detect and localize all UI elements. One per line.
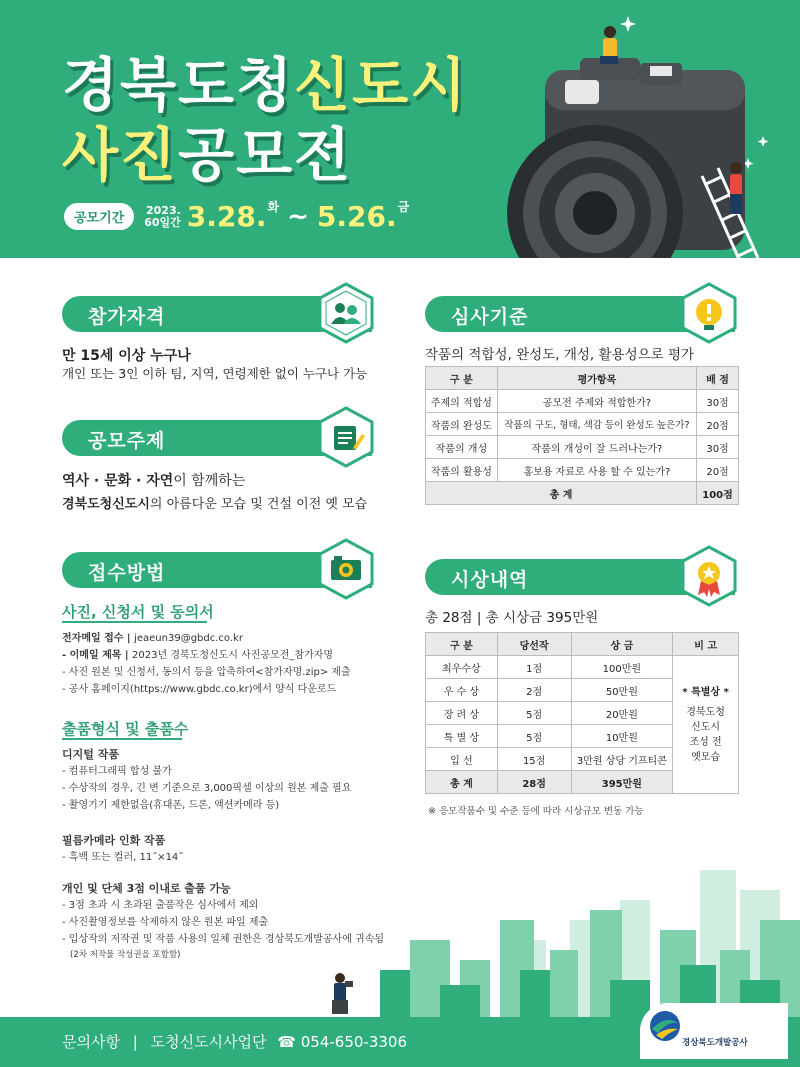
- table-total-row: 총 계 28점 395만원: [426, 771, 739, 794]
- email-link[interactable]: jeaeun39@gbdc.co.kr: [134, 633, 243, 644]
- table-header: 구 분: [426, 367, 498, 390]
- photographer-figure: [332, 973, 353, 1014]
- limit-section: 개인 및 단체 3점 이내로 출품 가능 - 3점 초과 시 초과된 출품작은 심사에서 제외 - 사진촬영정보를 삭제하지 않은 원본 파일 제출 - 입상작의 저작권 및 작품 사용의 일체 권한은 경상북도개발공사에 귀속됨 (2차 저작물 작성권을 포함함): [62, 882, 385, 960]
- table-total-row: 총 계 100점: [426, 482, 739, 505]
- table-header: 구 분: [426, 633, 498, 656]
- table-row: 작품의 완성도 작품의 구도, 형태, 색감 등이 완성도 높은가? 20점: [426, 413, 739, 436]
- cityscape-illustration: [320, 850, 800, 1020]
- period-year: 2023. 60일간: [144, 203, 181, 229]
- contest-period: 공모기간 2023. 60일간 3.28. 화 ~ 5.26. 금: [64, 200, 409, 233]
- award-badge-icon: [681, 545, 737, 607]
- judging-table: [425, 366, 739, 505]
- people-icon: [318, 282, 374, 344]
- submission-details: 전자메일 접수 | jeaeun39@gbdc.co.kr - 이메일 제목 | 2023년 경북도청신도시 사진공모전_참가자명 - 사진 원본 및 신청서, 동의서 등을 압축하여<참가자명.zip> 제출 - 공사 홈페이지(https://www.gbdc.co.kr)에서 양식 다운로드: [62, 633, 351, 695]
- table-header: 상 금: [571, 633, 673, 656]
- film-section: 필름카메라 인화 작품 - 흑백 또는 컬러, 11˝×14˝: [62, 834, 184, 863]
- company-logo: 경상북도개발공사: [640, 1003, 788, 1059]
- end-day: 금: [397, 200, 410, 214]
- logo-mark-icon: [648, 1009, 682, 1043]
- table-header: 평가항목: [497, 367, 696, 390]
- special-award-note: * 특별상 * 경북도청 신도시 조성 전 옛모습: [673, 656, 739, 794]
- awards-table: [425, 632, 739, 794]
- period-badge: 공모기간: [64, 203, 134, 230]
- camera-icon: [318, 538, 374, 600]
- eligibility-line1: 만 15세 이상 누구나: [62, 348, 191, 364]
- table-row: 작품의 활용성 홍보용 자료로 사용 할 수 있는가? 20점: [426, 459, 739, 482]
- table-row: 입 선 15점 3만원 상당 기프티콘: [426, 748, 739, 771]
- theme-header: 공모주제: [62, 414, 372, 466]
- start-date: 3.28.: [186, 200, 267, 233]
- theme-line2: 경북도청신도시의 아름다운 모습 및 건설 이전 옛 모습: [62, 497, 368, 512]
- end-date: 5.26.: [316, 200, 397, 233]
- judging-header: 심사기준: [425, 290, 735, 342]
- digital-section: 디지털 작품 - 컴퓨터그래픽 합성 불가 - 수상작의 경우, 긴 변 기준으로 3,000픽셀 이상의 원본 제출 필요 - 촬영기기 제한없음(휴대폰, 드론, 액션카메라 등): [62, 748, 352, 811]
- table-row: 주제의 적합성 공모전 주제와 적합한가? 30점: [426, 390, 739, 413]
- table-header: 비 고: [673, 633, 739, 656]
- awards-footnote: ※ 응모작품수 및 수준 등에 따라 시상규모 변동 가능: [428, 806, 644, 817]
- eligibility-line2: 개인 또는 3인 이하 팀, 지역, 연령제한 없이 누구나 가능: [62, 366, 368, 381]
- table-row: 장 려 상 5점 20만원: [426, 702, 739, 725]
- table-header: 배 점: [697, 367, 739, 390]
- document-edit-icon: [318, 406, 374, 468]
- divider: [62, 738, 182, 740]
- table-row: 우 수 상 2점 50만원: [426, 679, 739, 702]
- table-header: 당선작: [497, 633, 571, 656]
- judging-summary: 작품의 적합성, 완성도, 개성, 활용성으로 평가: [425, 347, 695, 363]
- start-day: 화: [267, 200, 280, 214]
- awards-summary: 총 28점 | 총 시상금 395만원: [425, 610, 599, 626]
- footer-contact: 문의사항 | 도청신도시사업단 ☎ 054-650-3306: [62, 1033, 408, 1051]
- theme-line1: 역사 · 문화 · 자연이 함께하는: [62, 473, 246, 489]
- divider: [62, 621, 207, 623]
- submission-subheading-2: 출품형식 및 출품수: [62, 720, 189, 738]
- awards-header: 시상내역: [425, 553, 735, 605]
- submission-header: 접수방법: [62, 546, 372, 598]
- phone-number[interactable]: ☎ 054-650-3306: [277, 1033, 408, 1051]
- table-row: 최우수상 1점 100만원 * 특별상 * 경북도청 신도시 조성 전 옛모습: [426, 656, 739, 679]
- hero-banner: [0, 0, 800, 258]
- poster-title: 경북도청신도시 사진공모전: [62, 51, 469, 189]
- table-row: 작품의 개성 작품의 개성이 잘 드러나는가? 30점: [426, 436, 739, 459]
- table-row: 특 별 상 5점 10만원: [426, 725, 739, 748]
- submission-subheading-1: 사진, 신청서 및 동의서: [62, 603, 214, 621]
- lightbulb-icon: [681, 282, 737, 344]
- camera-illustration: [490, 8, 790, 258]
- eligibility-header: 참가자격: [62, 290, 372, 342]
